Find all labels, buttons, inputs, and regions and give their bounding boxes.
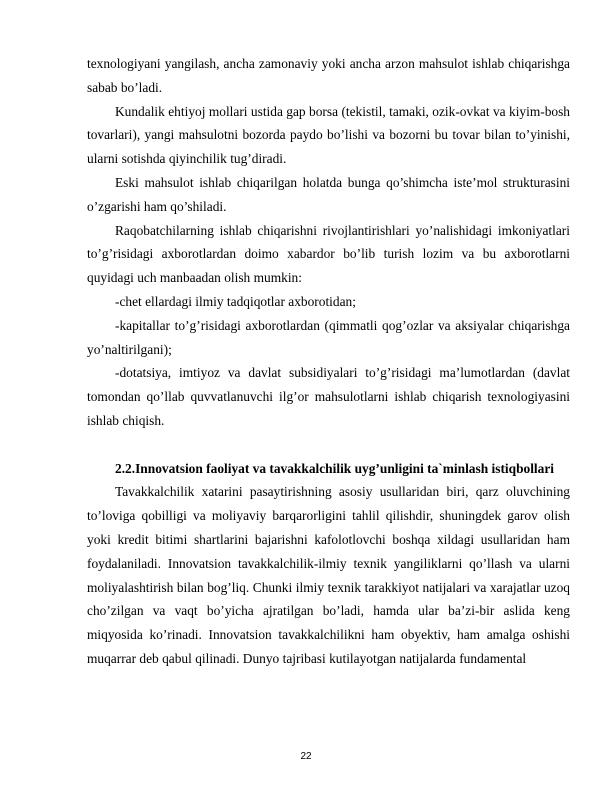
paragraph-competitors: Raqobatchilarning ishlab chiqarishni rivojlantirishlari yo’nalishidagi imkoniyatlari to’g’risidagi axborotlardan doimo xabardor bo’lib turish lozim va bu axborotlarni quyidagi uch manbaadan olish mumkin: (87, 222, 570, 286)
paragraph-continuation: texnologiyani yangilash, ancha zamonaviy yoki ancha arzon mahsulot ishlab chiqarishga sabab bo’ladi. (87, 56, 570, 95)
section-heading: 2.2.Innovatsion faoliyat va tavakkalchilik uyg’unligini ta`minlash istiqbollari (115, 460, 555, 476)
body-text (87, 52, 570, 671)
paragraph-old-product: Eski mahsulot ishlab chiqarilgan holatda bunga qo’shimcha iste’mol strukturasini o’zgarishi ham qo’shiladi. (87, 174, 570, 214)
paragraph-consumer-goods: Kundalik ehtiyoj mollari ustida gap borsa (tekistil, tamaki, ozik-ovkat va kiyim-bosh tovarlari), yangi mahsulotni bozorda paydo bo’lishi va bozorni bu tovar bilan to’yinishi, ularni sotishda qiyinchilik tug’diradi. (87, 103, 570, 167)
paragraph-risk: Tavakkalchilik xatarini pasaytirishning asosiy usullaridan biri, qarz oluvchining to’loviga qobilligi va moliyaviy barqarorligini tahlil qilishdir, shuningdek garov olish yoki kredit bitimi shartlarini bajarishni kafolotlovchi boshqa xildagi usullaridan ham foydalaniladi. Innovatsion tavakkalchilik-ilmiy texnik yangiliklarni qo’llash va ularni moliyalashtirish bilan bog’liq. Chunki ilmiy texnik tarakkiyot natijalari va xarajatlar uzoq cho’zilgan va vaqt bo’yicha ajratilgan bo’ladi, hamda ular ba’zi-bir aslida keng miqyosida ko’rinadi. Innovatsion tavakkalchilikni ham obyektiv, ham amalga oshishi muqarrar deb qabul qilinadi. Dunyo tajribasi kutilayotgan natijalarda fundamental (87, 484, 570, 666)
list-item-research: -chet ellardagi ilmiy tadqiqotlar axborotidan; (115, 293, 356, 309)
page-number: 22 (300, 751, 312, 762)
list-item-subsidies: -dotatsiya, imtiyoz va davlat subsidiyalari to’g’risidagi ma’lumotlardan (davlat tomondan qo’llab quvvatlanuvchi ilg’or mahsulotlarni ishlab chiqarish texnologiyasini ishlab chiqish. (87, 365, 570, 428)
list-item-capital: -kapitallar to’g’risidagi axborotlardan (qimmatli qog’ozlar va aksiyalar chiqarishga yo’naltirilgani); (87, 317, 570, 357)
